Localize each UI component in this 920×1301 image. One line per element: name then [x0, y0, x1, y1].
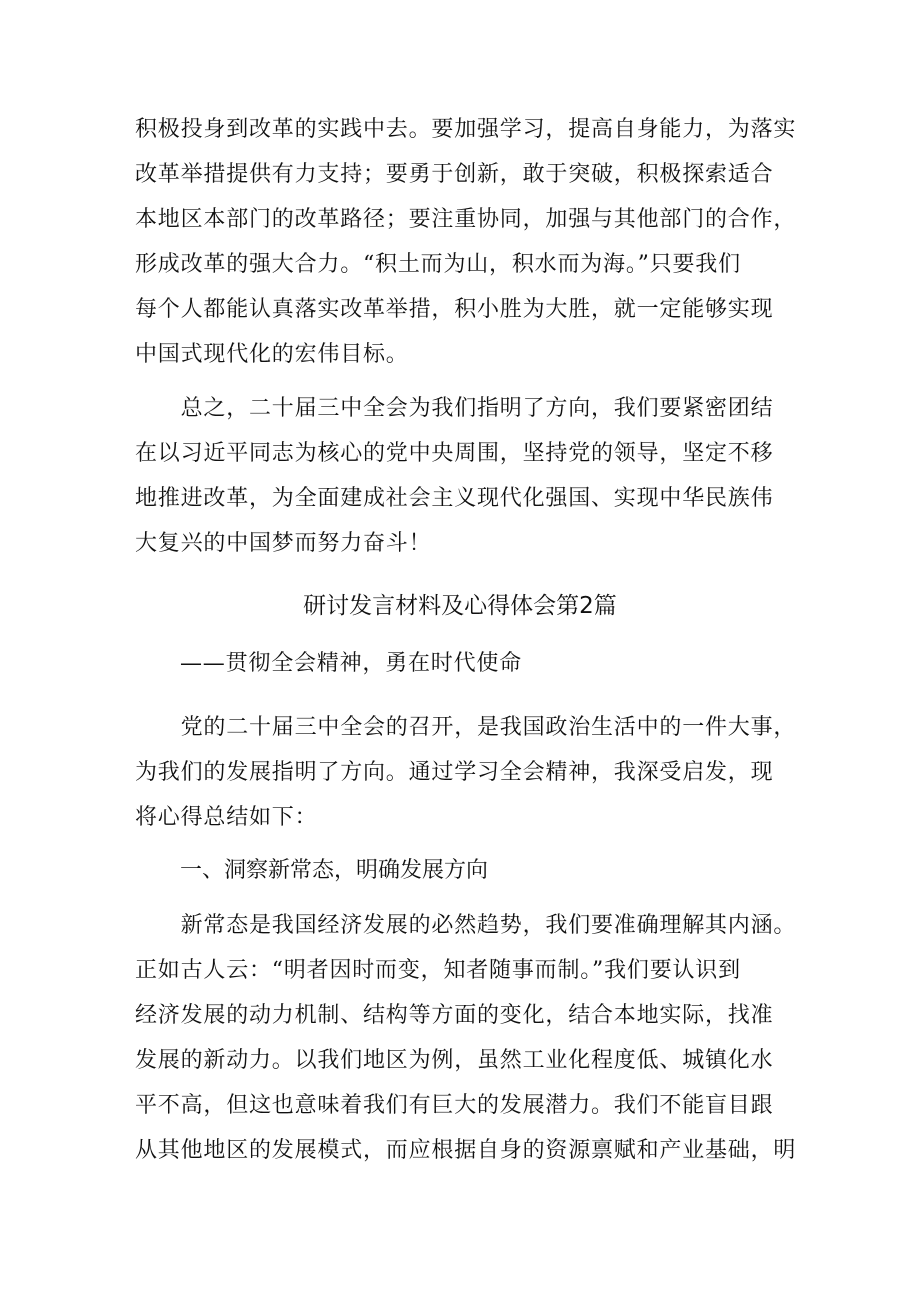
text-line: 每个人都能认真落实改革举措，积小胜为大胜，就一定能够实现 [135, 297, 774, 322]
text-line: 大复兴的中国梦而努力奋斗！ [135, 531, 432, 556]
text-line: 党的二十届三中全会的召开，是我国政治生活中的一件大事， [135, 715, 797, 740]
paragraph-new-normal [135, 903, 795, 1173]
text-line: 发展的新动力。以我们地区为例，虽然工业化程度低、城镇化水 [135, 1048, 774, 1073]
text-line: 本地区本部门的改革路径；要注重协同，加强与其他部门的合作， [135, 207, 797, 232]
paragraph-introduction [135, 705, 795, 840]
text-line: 在以习近平同志为核心的党中央周围，坚持党的领导，坚定不移 [135, 441, 774, 466]
text-line: 形成改革的强大合力。“积土而为山，积水而为海。”只要我们 [135, 252, 741, 277]
text-line: 平不高，但这也意味着我们有巨大的发展潜力。我们不能盲目跟 [135, 1093, 774, 1118]
text-line: 总之，二十届三中全会为我们指明了方向，我们要紧密团结 [135, 396, 774, 421]
text-line: 从其他地区的发展模式，而应根据自身的资源禀赋和产业基础，明 [135, 1138, 797, 1163]
text-line: 经济发展的动力机制、结构等方面的变化，结合本地实际，找准 [135, 1003, 774, 1028]
paragraph-conclusion [135, 386, 795, 566]
text-line: 积极投身到改革的实践中去。要加强学习，提高自身能力，为落实 [135, 117, 797, 142]
paragraph-reform-practice [135, 107, 795, 377]
text-line: 正如古人云：“明者因时而变，知者随事而制。”我们要认识到 [135, 958, 741, 983]
section-heading: 一、洞察新常态，明确发展方向 [180, 858, 489, 883]
text-line: 中国式现代化的宏伟目标。 [135, 342, 409, 367]
text-line: 将心得总结如下： [135, 805, 318, 830]
text-line: 地推进改革，为全面建成社会主义现代化强国、实现中华民族伟 [135, 486, 774, 511]
article-title: 研讨发言材料及心得体会第2篇 [303, 593, 617, 619]
text-line: 改革举措提供有力支持；要勇于创新，敢于突破，积极探索适合 [135, 162, 774, 187]
text-line: 为我们的发展指明了方向。通过学习全会精神，我深受启发，现 [135, 760, 774, 785]
text-line: 新常态是我国经济发展的必然趋势，我们要准确理解其内涵。 [135, 913, 797, 938]
article-subtitle: ——贯彻全会精神，勇在时代使命 [180, 651, 523, 676]
